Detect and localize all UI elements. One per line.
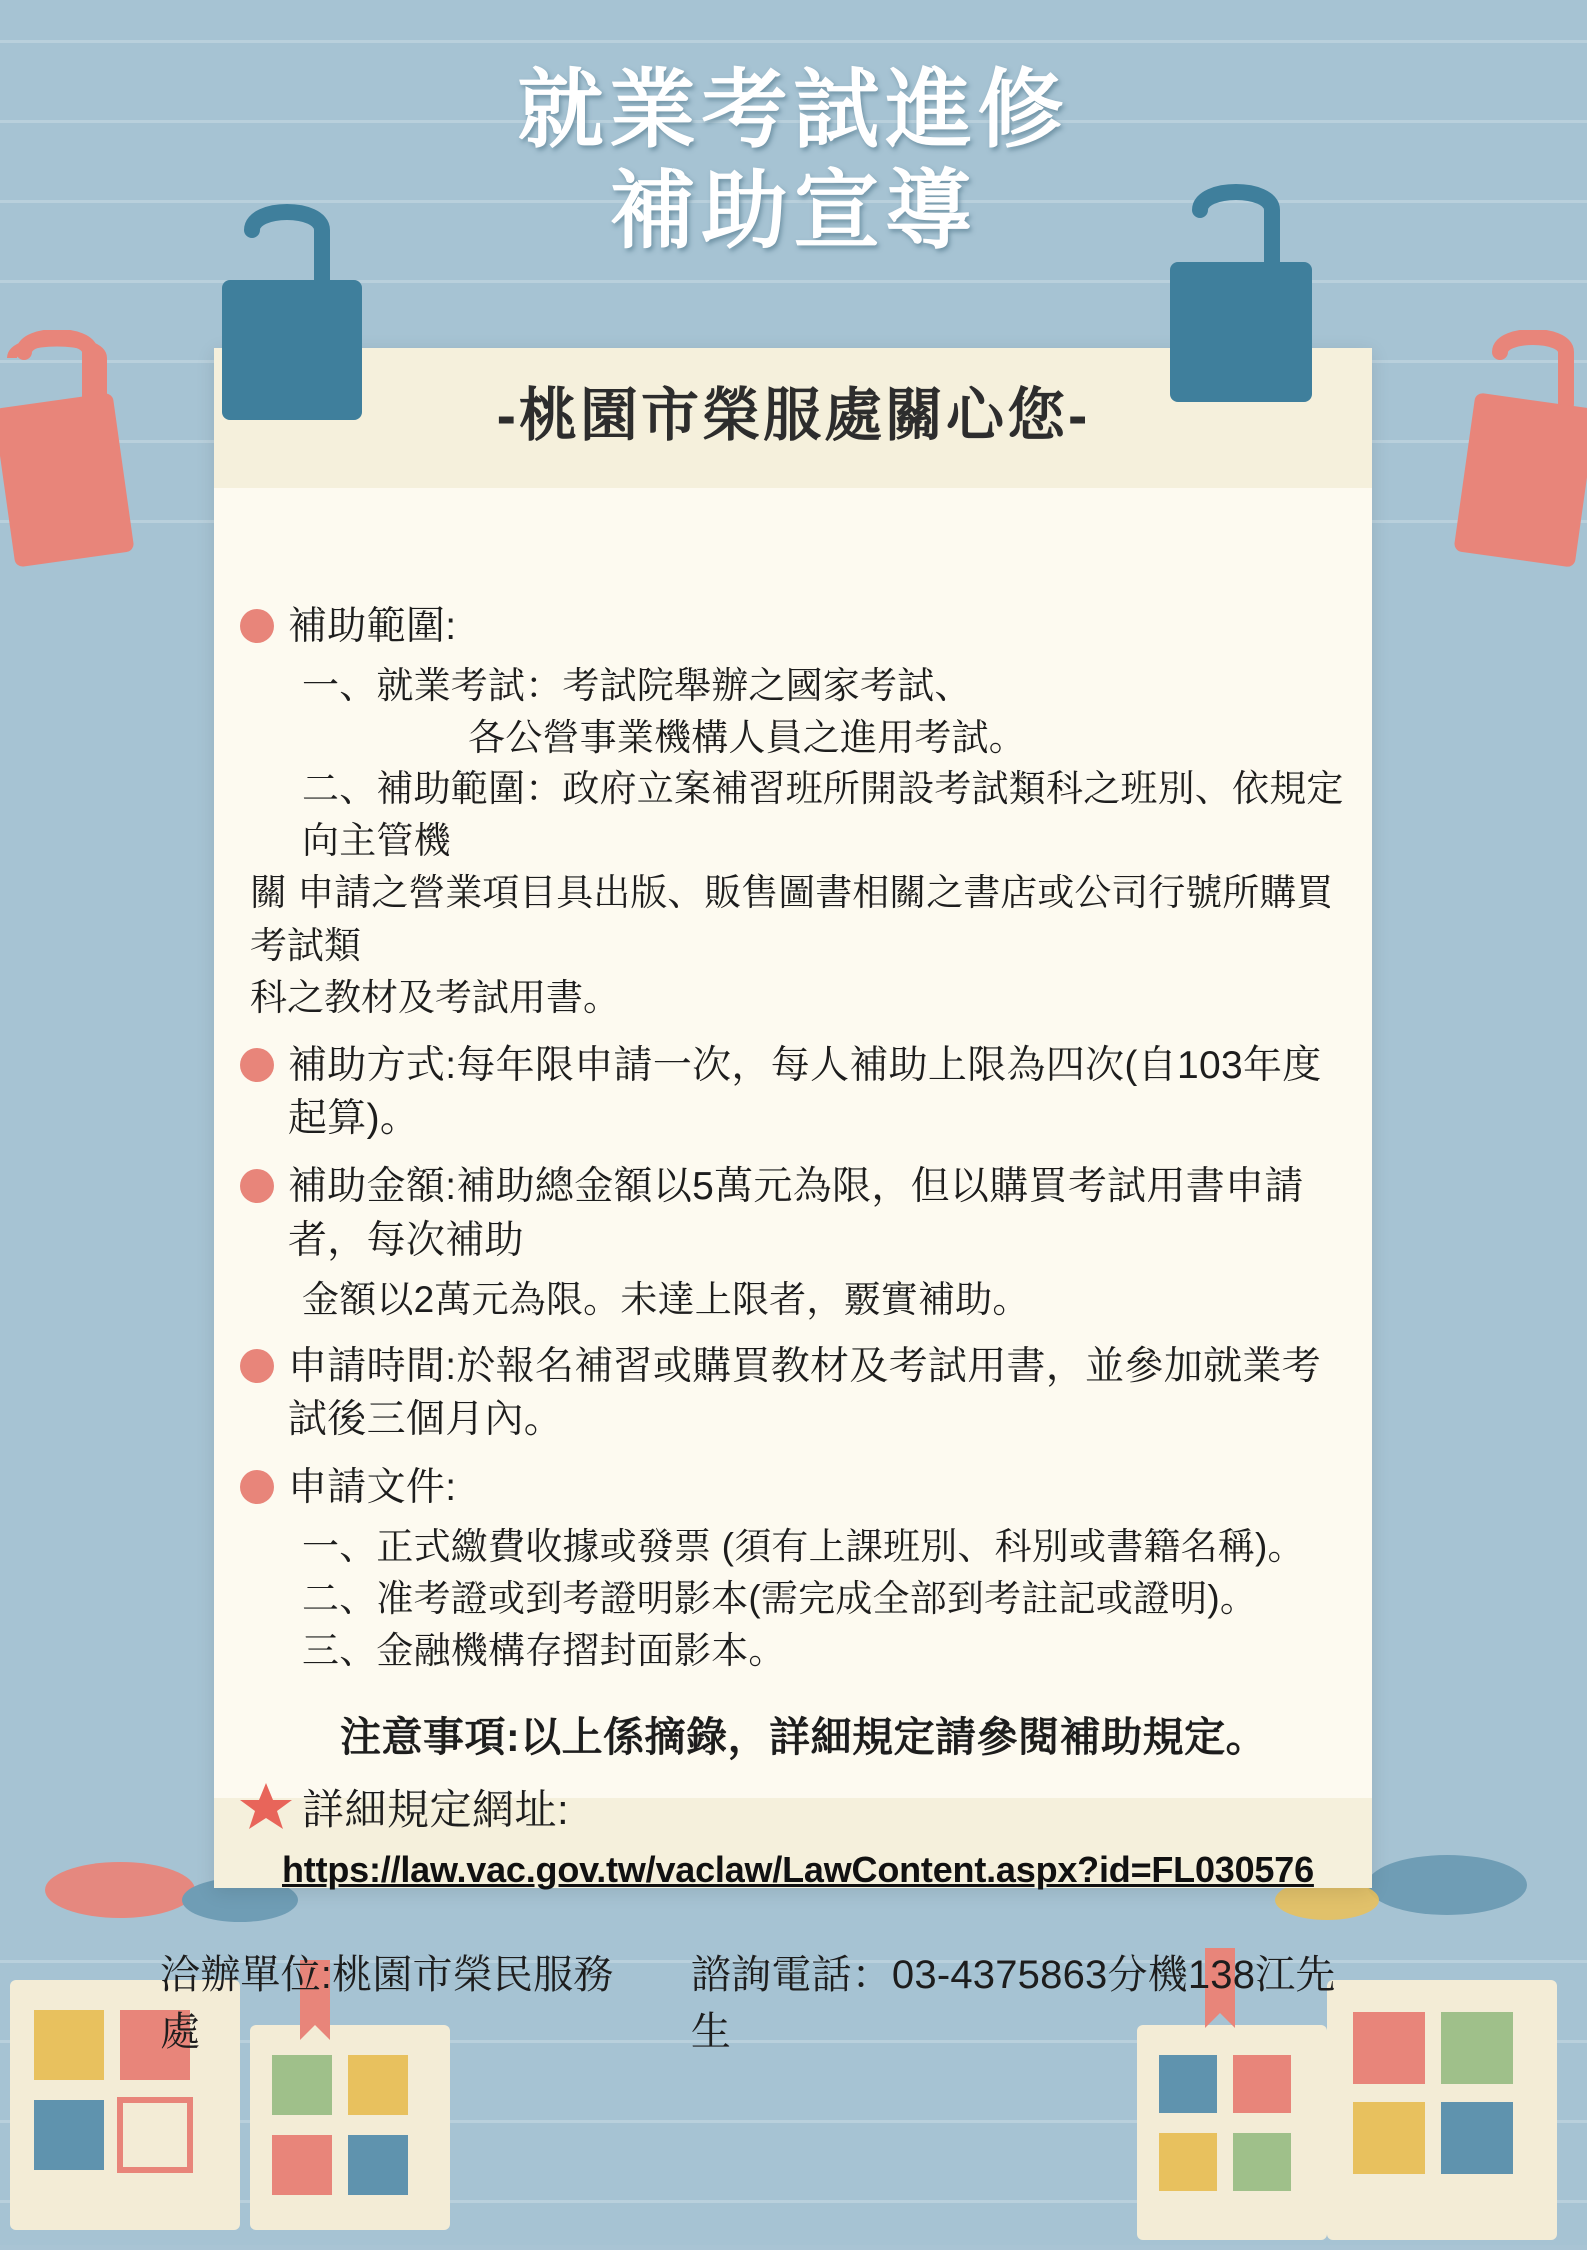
section-amount bbox=[240, 1160, 1350, 1325]
bullet-dot-icon bbox=[240, 609, 274, 643]
detail-rules-link[interactable]: https://law.vac.gov.tw/vaclaw/LawContent.aspx?id=FL030576 bbox=[282, 1849, 1314, 1891]
section-time-heading bbox=[240, 1340, 1350, 1448]
section-amount-heading bbox=[240, 1160, 1350, 1268]
section-method-heading bbox=[240, 1039, 1350, 1147]
scope-item-1b: 各公營事業機構人員之進用考試。 bbox=[468, 716, 1026, 758]
footer-phone: 諮詢電話：03-4375863分機138江先生 bbox=[690, 1953, 1336, 2055]
bullet-dot-icon bbox=[240, 1470, 274, 1504]
section-documents bbox=[240, 1461, 1350, 1676]
section-amount-label: 補助金額:補助總金額以5萬元為限，但以購買考試用書申請者，每次補助 bbox=[288, 1165, 1304, 1263]
title-line-2: 補助宣導 bbox=[609, 163, 978, 260]
section-method-label: 補助方式:每年限申請一次，每人補助上限為四次(自103年度起算)。 bbox=[288, 1043, 1322, 1141]
binder-clip-outer-right-icon bbox=[1390, 330, 1587, 580]
section-documents-label: 申請文件: bbox=[288, 1466, 457, 1510]
binder-clip-inner-left-icon bbox=[200, 200, 400, 430]
poster-content bbox=[160, 600, 1350, 2057]
binder-clip-inner-right-icon bbox=[1140, 180, 1350, 420]
url-heading-row bbox=[240, 1777, 1350, 1837]
document-item-1: 一、正式繳費收據或發票 (須有上課班別、科別或書籍名稱)。 bbox=[302, 1526, 1305, 1568]
amount-item-1: 金額以2萬元為限。未達上限者，覈實補助。 bbox=[302, 1278, 1030, 1320]
section-time-label: 申請時間:於報名補習或購買教材及考試用書，並參加就業考試後三個月內。 bbox=[288, 1344, 1321, 1442]
binder-clip-outer-left-icon bbox=[0, 330, 200, 580]
bullet-dot-icon bbox=[240, 1349, 274, 1383]
section-documents-heading bbox=[240, 1461, 1350, 1515]
section-scope-heading bbox=[240, 600, 1350, 654]
scope-item-2b: 關 申請之營業項目具出版、販售圖書相關之書店或公司行號所購買考試類 bbox=[250, 872, 1334, 966]
title-line-1: 就業考試進修 bbox=[517, 62, 1070, 158]
url-label: 詳細規定網址: bbox=[302, 1786, 570, 1834]
section-scope-label: 補助範圍: bbox=[288, 605, 457, 648]
star-icon bbox=[240, 1781, 292, 1833]
document-item-3: 三、金融機構存摺封面影本。 bbox=[302, 1629, 786, 1671]
section-time bbox=[240, 1340, 1350, 1448]
footer-row bbox=[160, 1943, 1350, 2057]
scope-item-2: 二、補助範圍：政府立案補習班所開設考試類科之班別、依規定向主管機 bbox=[302, 768, 1344, 862]
footer-office: 洽辦單位:桃園市榮民服務處 bbox=[160, 1953, 614, 2055]
poster-subtitle: -桃園市榮服處關心您- bbox=[496, 383, 1091, 448]
section-method bbox=[240, 1039, 1350, 1147]
document-item-2: 二、准考證或到考證明影本(需完成全部到考註記或證明)。 bbox=[302, 1577, 1258, 1619]
bullet-dot-icon bbox=[240, 1169, 274, 1203]
scope-item-1: 一、就業考試：考試院舉辦之國家考試、 bbox=[302, 664, 972, 706]
note-text: 注意事項:以上係摘錄，詳細規定請參閱補助規定。 bbox=[340, 1714, 1268, 1761]
section-scope bbox=[240, 600, 1350, 1025]
scope-item-2c: 科之教材及考試用書。 bbox=[250, 977, 620, 1019]
bullet-dot-icon bbox=[240, 1048, 274, 1082]
